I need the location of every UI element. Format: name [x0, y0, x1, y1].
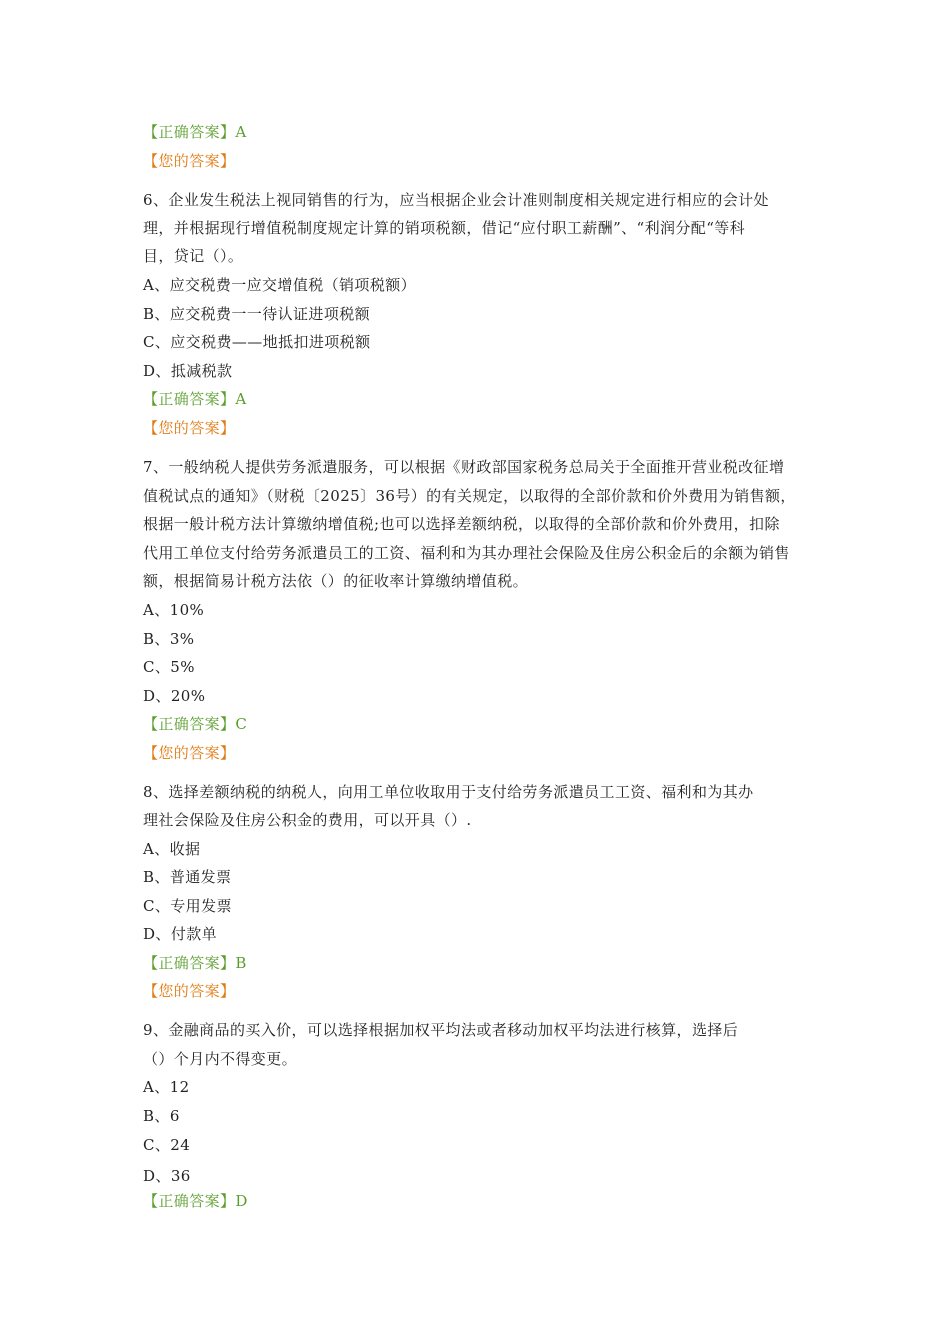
question-6-option-c: C、应交税费——地抵扣进项税额 [143, 333, 371, 351]
question-8-option-d: D、付款单 [143, 925, 218, 943]
question-9-option-a: A、12 [143, 1078, 190, 1096]
question-8-option-b: B、普通发票 [143, 868, 232, 886]
question-9-option-c: C、24 [143, 1136, 191, 1154]
question-7-option-b: B、3% [143, 630, 195, 648]
question-6-option-a: A、应交税费一应交增值税（销项税额） [143, 276, 417, 294]
question-6-option-d: D、抵减税款 [143, 362, 233, 380]
question-7-option-c: C、5% [143, 658, 195, 676]
question-9-option-d: D、36 [143, 1167, 191, 1185]
question-7-text-1: 7、一般纳税人提供劳务派遣服务，可以根据《财政部国家税务总局关于全面推开营业税改征增 [143, 458, 785, 476]
your-answer-q7: 【您的答案】 [143, 744, 236, 762]
correct-answer-q9: 【正确答案】D [143, 1192, 248, 1210]
correct-answer-q8: 【正确答案】B [143, 954, 247, 972]
question-7-option-d: D、20% [143, 687, 206, 705]
question-9-option-b: B、6 [143, 1107, 180, 1125]
correct-answer-q7: 【正确答案】C [143, 715, 248, 733]
question-6-text-2: 理，并根据现行增值税制度规定计算的销项税额，借记“应付职工薪酬”、“利润分配“等科 [143, 219, 746, 237]
correct-answer-q6: 【正确答案】A [143, 390, 247, 408]
question-6-option-b: B、应交税费一一待认证进项税额 [143, 305, 371, 323]
your-answer-q6: 【您的答案】 [143, 419, 236, 437]
question-9-text-1: 9、金融商品的买入价，可以选择根据加权平均法或者移动加权平均法进行核算，选择后 [143, 1021, 739, 1039]
your-answer-q5: 【您的答案】 [143, 152, 236, 170]
question-6-text-1: 6、企业发生税法上视同销售的行为，应当根据企业会计准则制度相关规定进行相应的会计处 [143, 191, 769, 209]
question-7-text-3: 根据一般计税方法计算缴纳增值税;也可以选择差额纳税，以取得的全部价款和价外费用，扣除 [143, 515, 780, 533]
question-7-text-4: 代用工单位支付给劳务派遣员工的工资、福利和为其办理社会保险及住房公积金后的余额为销售 [143, 544, 790, 562]
question-8-text-1: 8、选择差额纳税的纳税人，向用工单位收取用于支付给劳务派遣员工工资、福利和为其办 [143, 783, 754, 801]
question-6-text-3: 目，贷记（）。 [143, 247, 244, 265]
question-9-text-2: （）个月内不得变更。 [143, 1050, 298, 1068]
correct-answer-q5: 【正确答案】A [143, 123, 247, 141]
question-8-option-c: C、专用发票 [143, 897, 232, 915]
question-7-text-5: 额，根据简易计税方法依（）的征收率计算缴纳增值税。 [143, 572, 529, 590]
your-answer-q8: 【您的答案】 [143, 982, 236, 1000]
question-8-option-a: A、收据 [143, 840, 201, 858]
question-7-text-2: 值税试点的通知》（财税〔2025〕36号）的有关规定，以取得的全部价款和价外费用为销售额， [143, 487, 796, 505]
question-7-option-a: A、10% [143, 601, 205, 619]
question-8-text-2: 理社会保险及住房公积金的费用，可以开具（）. [143, 811, 472, 829]
